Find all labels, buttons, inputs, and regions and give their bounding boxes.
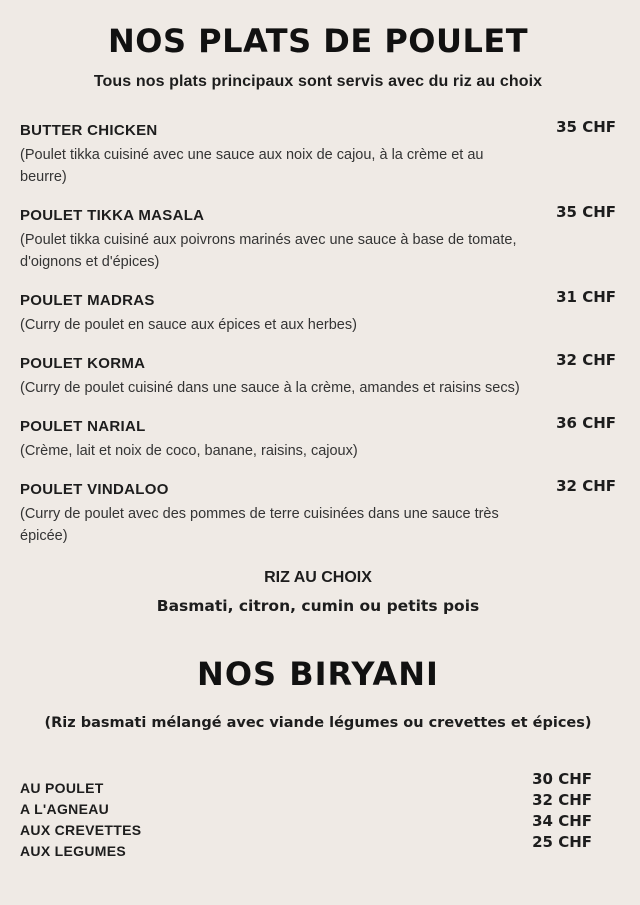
dish-description: (Crème, lait et noix de coco, banane, raisins, cajoux): [20, 443, 358, 460]
menu-item-header: [20, 118, 616, 139]
dish-price: 36 CHF: [556, 414, 616, 433]
dish-name: POULET TIKKA MASALA: [20, 207, 205, 225]
dish-name: A L'AGNEAU: [20, 801, 110, 818]
biryani-item-au-poulet: [20, 770, 616, 800]
dish-price: 31 CHF: [556, 288, 616, 307]
menu-item-header: [20, 351, 616, 373]
biryani-section-subtitle: (Riz basmati mélangé avec viande légumes ou crevettes et épices): [44, 715, 592, 732]
biryani-items-list: [20, 770, 616, 863]
biryani-section-title: NOS BIRYANI: [197, 655, 439, 694]
dish-description: (Poulet tikka cuisiné aux poivrons marinés avec une sauce à base de tomate, d'oignons et d'épices): [20, 232, 517, 271]
dish-price: 32 CHF: [532, 791, 592, 810]
rice-note-options: Basmati, citron, cumin ou petits pois: [156, 596, 480, 615]
dish-name: BUTTER CHICKEN: [20, 122, 158, 139]
dish-description: (Curry de poulet avec des pommes de terre cuisinées dans une sauce très épicée): [20, 506, 499, 545]
dish-price: 34 CHF: [532, 812, 592, 831]
menu-item-poulet-korma: [20, 351, 616, 399]
dish-price: 30 CHF: [532, 770, 592, 789]
dish-name: POULET MADRAS: [20, 292, 155, 310]
dish-price: 32 CHF: [556, 351, 616, 370]
poulet-section: [20, 22, 616, 619]
menu-item-poulet-vindaloo: [20, 477, 616, 547]
biryani-item-a-l-agneau: [20, 791, 616, 821]
menu-item-header: [20, 288, 616, 310]
dish-price: 25 CHF: [532, 833, 592, 852]
poulet-items-list: [20, 118, 616, 547]
biryani-item-aux-crevettes: [20, 812, 616, 842]
dish-price: 35 CHF: [556, 203, 616, 222]
rice-note-title: RIZ AU CHOIX: [264, 569, 372, 587]
dish-name: AUX LEGUMES: [20, 843, 126, 860]
dish-name: POULET NARIAL: [20, 418, 146, 436]
dish-name: POULET VINDALOO: [20, 481, 169, 499]
biryani-item-aux-legumes: [20, 833, 616, 863]
dish-description: (Curry de poulet cuisiné dans une sauce à la crème, amandes et raisins secs): [20, 380, 520, 397]
rice-note: [20, 565, 616, 619]
poulet-section-title: NOS PLATS DE POULET: [107, 22, 529, 60]
menu-item-poulet-madras: [20, 288, 616, 336]
menu-item-poulet-narial: [20, 414, 616, 462]
menu-item-poulet-tikka-masala: [20, 203, 616, 273]
dish-description: (Curry de poulet en sauce aux épices et aux herbes): [20, 317, 357, 334]
poulet-section-subtitle: Tous nos plats principaux sont servis avec du riz au choix: [93, 73, 543, 90]
biryani-section: [20, 655, 616, 863]
dish-description: (Poulet tikka cuisiné avec une sauce aux noix de cajou, à la crème et au beurre): [20, 147, 484, 186]
dish-name: AU POULET: [20, 780, 104, 797]
menu-item-header: [20, 203, 616, 225]
menu-item-butter-chicken: [20, 118, 616, 188]
dish-price: 32 CHF: [556, 477, 616, 496]
dish-price: 35 CHF: [556, 118, 616, 136]
menu-item-header: [20, 414, 616, 436]
menu-item-header: [20, 477, 616, 499]
dish-name: POULET KORMA: [20, 355, 146, 373]
dish-name: AUX CREVETTES: [20, 822, 142, 839]
